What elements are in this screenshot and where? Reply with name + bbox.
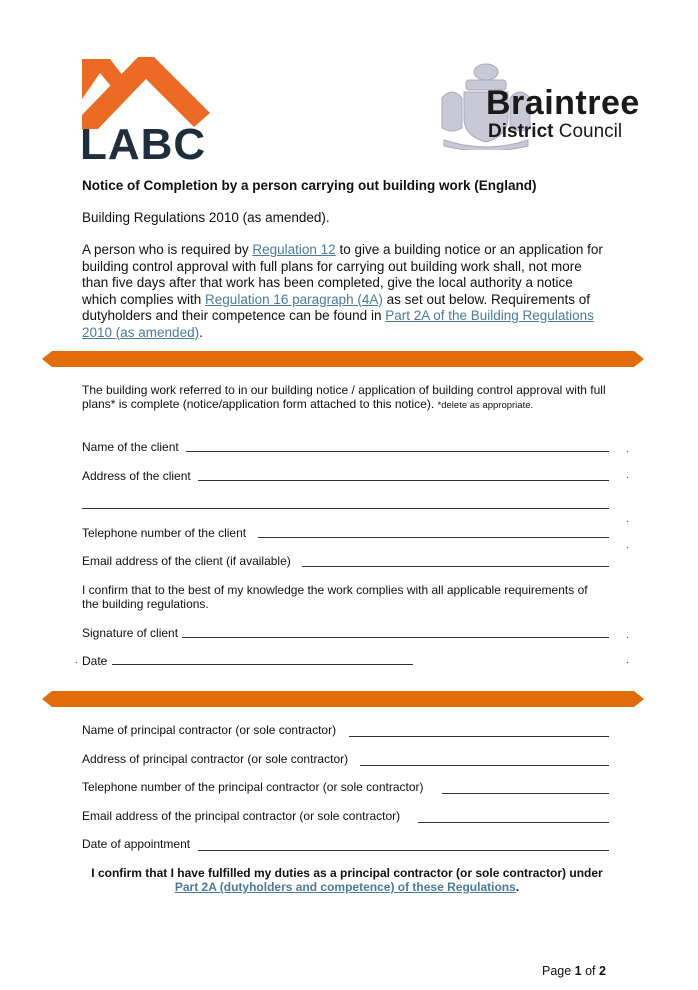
part-2a-link[interactable]: Part 2A of the Building Regulations 2010 (as amended) (82, 308, 594, 340)
labc-wordmark: LABC (80, 120, 207, 169)
appointment-date-input[interactable] (198, 850, 609, 851)
council-council: Council (558, 121, 623, 142)
intro-paragraph (82, 242, 610, 341)
client-date-input[interactable] (112, 664, 413, 665)
client-email-input[interactable] (302, 566, 609, 567)
line-end-dot: . (626, 540, 629, 551)
regulations-subtitle: Building Regulations 2010 (as amended). (82, 210, 330, 225)
contractor-name-label: Name of principal contractor (or sole contractor) (82, 723, 337, 737)
regulation-16-link[interactable]: Regulation 16 paragraph (4A) (205, 291, 383, 307)
intro-text-1: A person who is required by (82, 242, 253, 257)
client-address-input-line2[interactable] (82, 508, 609, 509)
client-signature-input[interactable] (182, 637, 609, 638)
line-end-dot: . (626, 630, 629, 641)
page-current: 1 (574, 964, 582, 978)
line-end-dot: . (626, 655, 629, 666)
part-2a-dutyholders-link[interactable]: Part 2A (dutyholders and competence) of these Regulations (174, 880, 516, 894)
client-phone-input[interactable] (258, 537, 609, 538)
section-divider-band (42, 691, 644, 707)
page-number (542, 964, 606, 978)
regulation-12-link[interactable]: Regulation 12 (252, 242, 336, 257)
line-end-dot: . (626, 470, 629, 481)
intro-text-3: as set out below. Requirements of dutyholders and their competence can be found in (82, 291, 591, 323)
contractor-phone-input[interactable] (442, 793, 609, 794)
client-email-label: Email address of the client (if available) (82, 554, 291, 568)
client-phone-label: Telephone number of the client (82, 526, 247, 540)
line-end-dot: . (626, 444, 629, 455)
page-total: 2 (599, 964, 606, 978)
line-end-dot: . (626, 514, 629, 525)
contractor-name-input[interactable] (349, 736, 609, 737)
contractor-address-input[interactable] (360, 765, 609, 766)
page-prefix: Page (542, 964, 575, 978)
council-name-line1: Braintree (486, 84, 640, 122)
council-name-line2 (488, 122, 622, 142)
intro-text-2: to give a building notice or an application for building control approval with full plans for carrying out building work shall, not more than five days after that work has been completed, give the local authority a notice which complies with (82, 242, 603, 307)
client-signature-label: Signature of client (82, 626, 179, 640)
client-confirm-text: I confirm that to the best of my knowledge the work complies with all applicable requirements of the building regulations. (82, 583, 588, 611)
council-logo (436, 58, 656, 153)
client-name-label: Name of the client (82, 440, 179, 454)
contractor-confirm-text (82, 866, 612, 894)
council-district: District (488, 121, 554, 142)
client-address-label: Address of the client (82, 469, 191, 483)
completion-statement (82, 383, 612, 413)
form-title: Notice of Completion by a person carrying out building work (England) (82, 178, 537, 193)
section-divider-band (42, 351, 644, 367)
client-name-input[interactable] (186, 451, 609, 452)
contractor-confirm-text-1: I confirm that I have fulfilled my duties as a principal contractor (or sole contractor) under (91, 866, 603, 880)
page-of: of (581, 964, 599, 978)
line-start-dot: . (75, 655, 78, 666)
completion-statement-text: The building work referred to in our building notice / application of building control approval with full plans* is complete (notice/application form attached to this notice). (82, 383, 606, 411)
contractor-email-label: Email address of the principal contractor (or sole contractor) (82, 809, 401, 823)
client-address-input[interactable] (198, 480, 609, 481)
contractor-address-label: Address of principal contractor (or sole contractor) (82, 752, 349, 766)
contractor-phone-label: Telephone number of the principal contractor (or sole contractor) (82, 780, 424, 794)
labc-logo (80, 55, 230, 169)
appointment-date-label: Date of appointment (82, 837, 191, 851)
delete-note: *delete as appropriate. (437, 400, 534, 411)
contractor-email-input[interactable] (418, 822, 609, 823)
intro-text-4: . (199, 324, 203, 340)
contractor-confirm-text-2: . (515, 880, 520, 894)
client-date-label: Date (82, 654, 108, 668)
